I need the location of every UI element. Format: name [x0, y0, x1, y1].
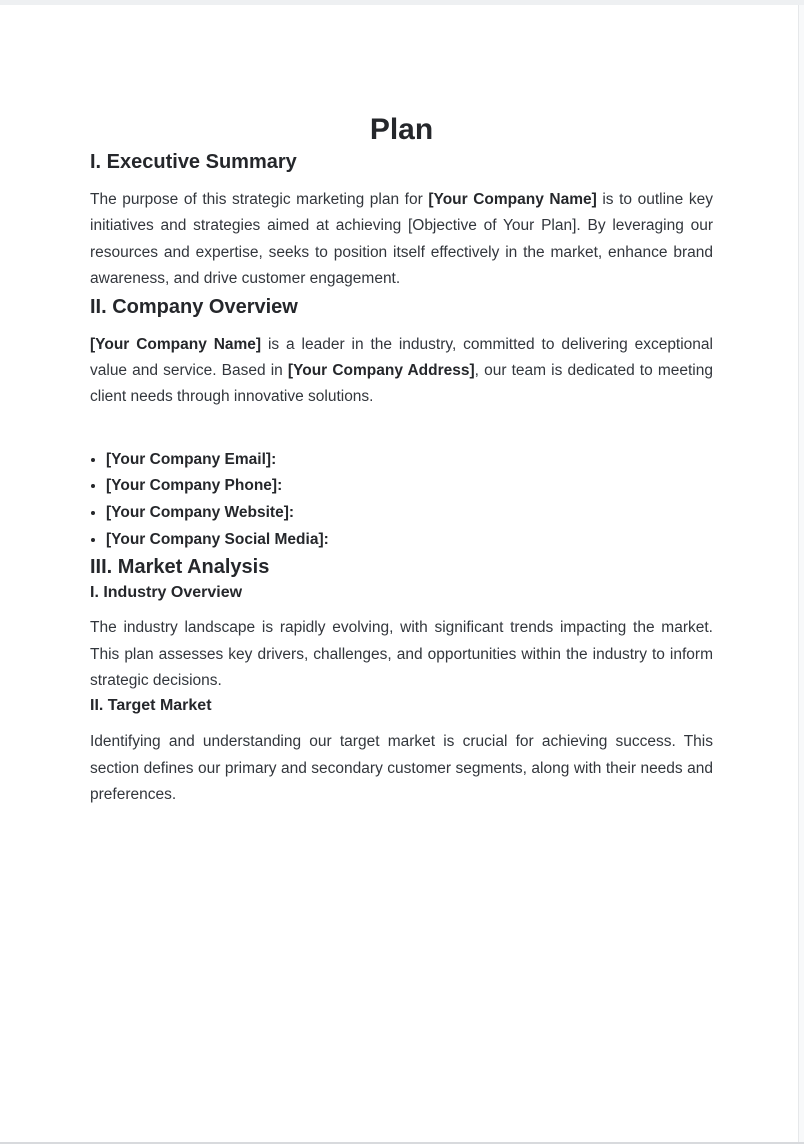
section-executive-summary: [90, 148, 713, 293]
company-address-placeholder: [Your Company Address]: [287, 362, 475, 380]
industry-overview-heading: I. Industry Overview: [90, 584, 243, 602]
company-overview-paragraph: [90, 332, 713, 411]
text-run: is to outline key initiatives and strategies aimed at achieving [Objective of Your Plan]. By leveraging our resources and expertise, seeks to position itself effectively in the market, enhance brand awareness, and drive customer engagement.: [90, 191, 713, 288]
executive-summary-heading: I. Executive Summary: [90, 151, 297, 173]
document-title: Plan: [369, 113, 434, 146]
target-market-heading: II. Target Market: [90, 697, 212, 715]
company-name-placeholder: [Your Company Name]: [428, 191, 597, 208]
company-overview-heading: II. Company Overview: [90, 295, 298, 318]
page-bottom-edge: [0, 1142, 804, 1144]
industry-overview-paragraph: The industry landscape is rapidly evolving, with significant trends impacting the market. This plan assesses key drivers, challenges, and opportunities within the industry to inform strategic decisions.: [90, 619, 713, 690]
list-item-company-website: • [Your Company Website]:: [106, 500, 713, 527]
list-item-company-email: • [Your Company Email]:: [106, 447, 713, 474]
list-item-company-phone: • [Your Company Phone]:: [106, 473, 713, 500]
list-item-company-social-media: • [Your Company Social Media]:: [106, 527, 713, 554]
text-run: is a leader in the industry, committed to delivering exceptional value and service. Based in: [90, 335, 713, 380]
text-run: , our team is dedicated to meeting client needs through innovative solutions.: [90, 362, 713, 406]
market-analysis-heading: III. Market Analysis: [90, 556, 270, 579]
target-market-paragraph: Identifying and understanding our target market is crucial for achieving success. This section defines our primary and secondary customer segments, along with their needs and preferences.: [90, 733, 713, 804]
section-company-overview: [90, 293, 713, 554]
executive-summary-paragraph: [90, 187, 713, 293]
section-market-analysis: [90, 553, 713, 808]
company-name-placeholder: [Your Company Name]: [90, 335, 262, 353]
company-contact-list: [90, 447, 713, 553]
text-run: The purpose of this strategic marketing plan for: [90, 191, 429, 208]
